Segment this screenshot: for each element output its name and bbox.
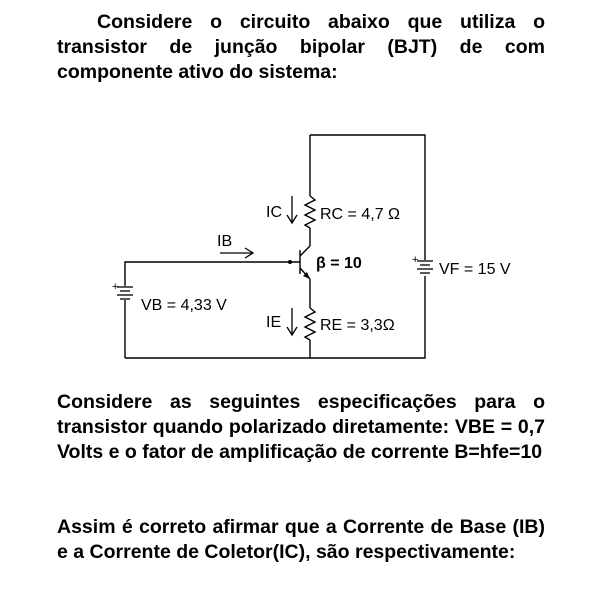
ie-label: IE [266, 314, 282, 331]
wire-vb-top [125, 262, 300, 286]
intro-paragraph: Considere o circuito abaixo que utiliza o transistor de junção bipolar (BJT) de com componente ativo do sistema: [57, 11, 545, 83]
ic-arrow-icon [287, 196, 297, 223]
wire-top [310, 135, 425, 260]
prompt-paragraph: Assim é correto afirmar que a Corrente de Base (IB) e a Corrente de Coletor(IC), são respectivamente: [57, 516, 545, 563]
vf-label: VF = 15 V [439, 261, 511, 278]
transistor-collector-leg [300, 246, 310, 256]
base-node-dot [288, 260, 292, 264]
resistor-rc [305, 196, 315, 228]
beta-label: β = 10 [316, 255, 362, 272]
battery-vf [417, 261, 433, 273]
battery-vb [117, 287, 133, 299]
ie-arrow-icon [287, 308, 297, 335]
vf-plus-sign: + [412, 254, 419, 266]
ib-label: IB [217, 233, 233, 250]
specs-paragraph: Considere as seguintes especificações para o transistor quando polarizado diretamente: VBE = 0,7 Volts e o fator de amplificação de corrente B=hfe=10 [57, 391, 545, 463]
rc-label: RC = 4,7 Ω [320, 206, 400, 223]
resistor-re [305, 308, 315, 340]
re-label: RE = 3,3Ω [320, 317, 395, 334]
vb-label: VB = 4,33 V [141, 297, 227, 314]
ic-label: IC [266, 204, 282, 221]
vb-plus-sign: + [112, 281, 119, 293]
